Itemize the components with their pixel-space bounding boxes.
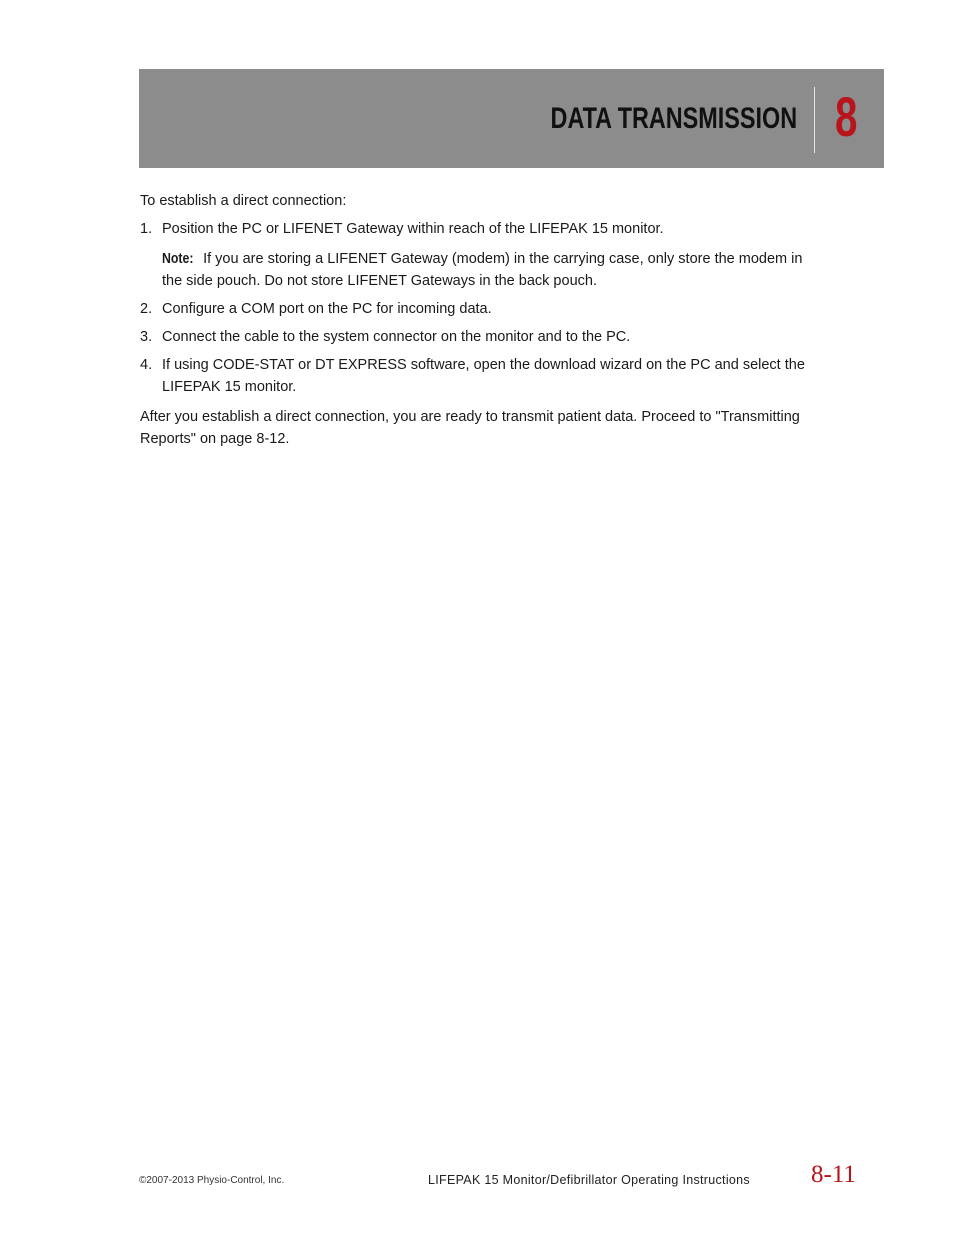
chapter-number: 8: [835, 85, 858, 148]
list-item: [140, 218, 820, 292]
step-number: 3.: [140, 329, 153, 345]
step-number: 4.: [140, 357, 153, 373]
step-number: 1.: [140, 221, 153, 237]
note-text: If you are storing a LIFENET Gateway (modem) in the carrying case, only store the modem in the side pouch. Do not store LIFENET Gateways in the back pouch.: [162, 251, 803, 289]
step-text: Position the PC or LIFENET Gateway within reach of the LIFEPAK 15 monitor.: [162, 221, 664, 237]
note-label: Note:: [162, 251, 194, 267]
note: [162, 248, 820, 292]
steps-list: [140, 218, 820, 398]
step-text: Configure a COM port on the PC for incoming data.: [162, 301, 492, 317]
list-item: [140, 354, 820, 398]
outro-text: After you establish a direct connection, you are ready to transmit patient data. Proceed to "Transmitting Reports" on page 8-12.: [140, 409, 800, 447]
chapter-divider: [814, 87, 815, 153]
footer-copyright: ©2007-2013 Physio-Control, Inc.: [139, 1175, 285, 1186]
step-number: 2.: [140, 301, 153, 317]
step-text: If using CODE-STAT or DT EXPRESS software, open the download wizard on the PC and select the LIFEPAK 15 monitor.: [162, 357, 805, 395]
list-item: [140, 326, 820, 348]
list-item: [140, 298, 820, 320]
footer-page-number: 8-11: [811, 1161, 856, 1188]
chapter-title: DATA TRANSMISSION: [550, 102, 797, 135]
step-text: Connect the cable to the system connector on the monitor and to the PC.: [162, 329, 631, 345]
chapter-header-band: [139, 69, 884, 168]
step-body: [162, 218, 820, 292]
intro-text: To establish a direct connection:: [140, 193, 347, 209]
footer-manual-title: LIFEPAK 15 Monitor/Defibrillator Operating Instructions: [428, 1173, 750, 1187]
page-content: [140, 190, 820, 450]
